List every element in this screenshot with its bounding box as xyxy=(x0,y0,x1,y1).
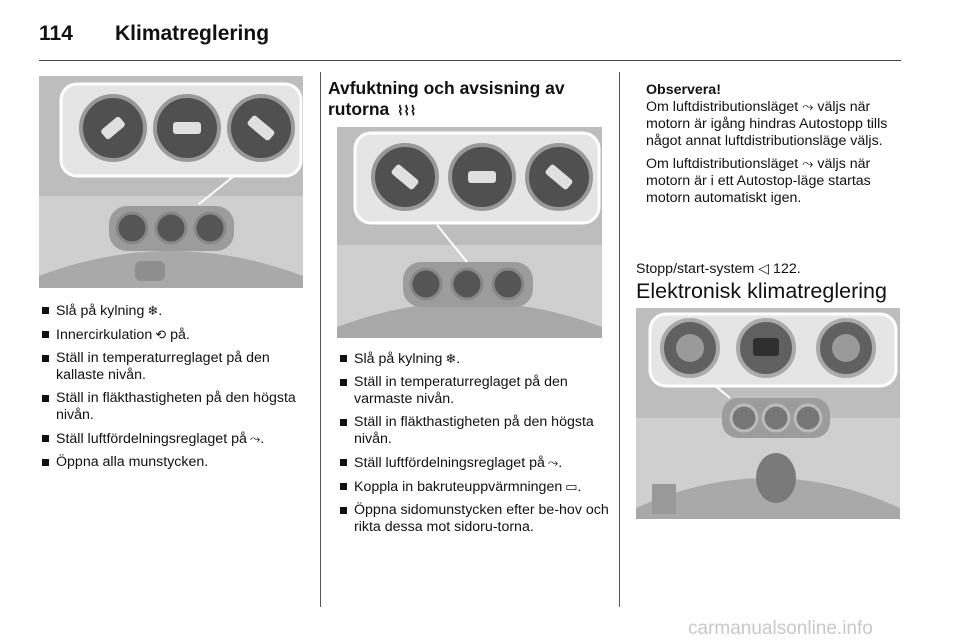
section-title-electronic: Elektronisk klimatreglering xyxy=(636,279,887,303)
page-title: Klimatreglering xyxy=(115,22,270,45)
electronic-climate-panel-photo xyxy=(636,308,900,519)
watermark: carmanualsonline.info xyxy=(688,618,873,639)
climate-control-panel-photo xyxy=(39,76,303,288)
snowflake-icon: ❄ xyxy=(147,303,159,318)
list-item: Koppla in bakruteuppvärmningen ▭. xyxy=(339,478,611,496)
note-box xyxy=(646,82,908,213)
cooling-steps-list xyxy=(41,302,311,477)
section-heading-defog: Avfuktning och avsisning av rutorna ⌇⌇⌇ xyxy=(328,78,565,119)
defog-steps-list xyxy=(339,350,611,542)
list-item: Ställ luftfördelningsreglaget på ⤳. xyxy=(41,430,311,448)
rear-window-heating-icon: ▭ xyxy=(565,479,578,494)
note-title: Observera! xyxy=(646,82,721,98)
air-distribution-icon: ⤳ xyxy=(547,455,559,470)
note-paragraph: Om luftdistributionsläget ⤳ väljs när motorn är i ett Autostop-läge startas motorn automatiskt igen. xyxy=(646,156,871,206)
recirculation-icon: ⟲ xyxy=(155,327,167,342)
list-item: Ställ in temperaturreglaget på den varmaste nivån. xyxy=(339,374,611,408)
note-paragraph: Om luftdistributionsläget ⤳ väljs när motorn är igång hindras Autostopp tills något annat luftdistributionsläge väljs. xyxy=(646,99,888,149)
air-distribution-icon: ⤳ xyxy=(249,431,261,446)
windscreen-defrost-icon: ⌇⌇⌇ xyxy=(397,103,417,118)
climate-control-panel-photo-2 xyxy=(337,127,602,338)
list-item: Slå på kylning ❄. xyxy=(41,302,311,320)
list-item: Innercirkulation ⟲ på. xyxy=(41,326,311,344)
cross-reference: Stopp/start-system ◁ 122. xyxy=(636,261,801,277)
list-item: Öppna sidomunstycken efter be-hov och rikta dessa mot sidoru-torna. xyxy=(339,502,611,536)
list-item: Ställ in temperaturreglaget på den kallaste nivån. xyxy=(41,350,311,384)
list-item: Ställ in fläkthastigheten på den högsta nivån. xyxy=(339,414,611,448)
page-header xyxy=(39,18,919,58)
page-number: 114 xyxy=(39,22,73,45)
snowflake-icon: ❄ xyxy=(445,351,457,366)
list-item: Slå på kylning ❄. xyxy=(339,350,611,368)
column-divider-2 xyxy=(619,72,620,607)
column-divider-1 xyxy=(320,72,321,607)
list-item: Ställ luftfördelningsreglaget på ⤳. xyxy=(339,454,611,472)
list-item: Ställ in fläkthastigheten på den högsta nivån. xyxy=(41,390,311,424)
list-item: Öppna alla munstycken. xyxy=(41,454,311,471)
header-divider xyxy=(39,60,901,61)
